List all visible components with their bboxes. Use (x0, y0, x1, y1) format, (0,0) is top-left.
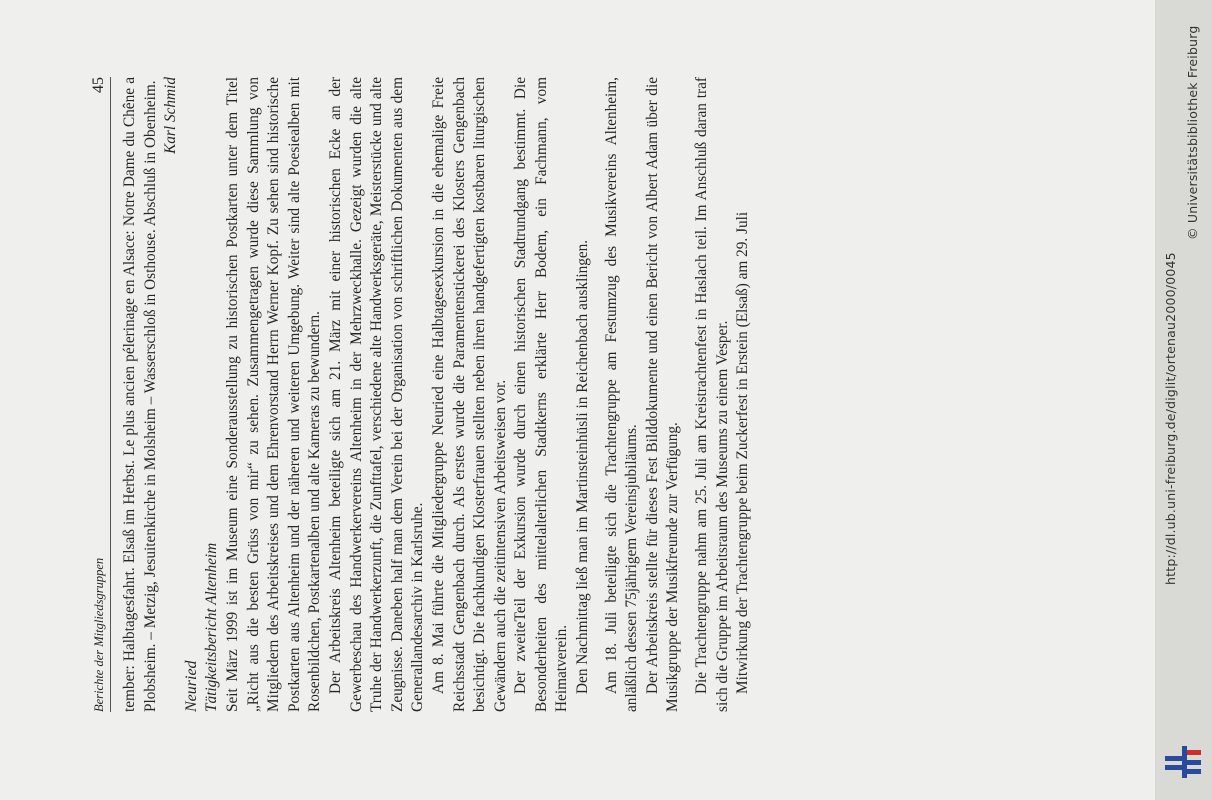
paragraph: Seit März 1999 ist im Museum eine Sonderausstellung zu historischen Postkarten unter dem Titel „Richt aus die besten Grüss von mir“ zu sehen. Zusammengetragen wurde diese Sammlung von Mitgliedern des Arbeitskreises und dem Ehrenvorstand Herrn Werner Kopf. Zu sehen sind historische Postkarten aus Altenheim und der näheren und weiteren Umgebung. Weiter sind alte Poesiealben mit Rosenbildchen, Postkartenalben und alte Kameras zu bewundern. (223, 77, 324, 712)
paragraph: Am 18. Juli beteiligte sich die Trachtengruppe am Festumzug des Musikvereins Altenheim, anläßlich dessen 75jährigem Vereinsjubiläums. (602, 77, 641, 712)
intro-paragraph: tember: Halbtagesfahrt. Elsaß im Herbst. Le plus ancien pélerinage en Alsace: Notre Dame du Chêne a Plobsheim. – Metzig, Jesuitenkirche in Molsheim – Wasserschloß in Osthouse. Abschluß in Obenheim. (121, 77, 159, 712)
source-url-link[interactable]: http://dl.ub.uni-freiburg.de/diglit/ortenau2000/0045 (1163, 252, 1178, 585)
copyright-notice: © Universitätsbibliothek Freiburg (1185, 25, 1200, 240)
section-heading-neuried: Neuried (182, 660, 200, 712)
paragraph: Der zweiteTeil der Exkursion wurde durch einen historischen Stadtrundgang bestimmt. Die Besonderheiten des mittelalterlichen Stadtkerns erklärte Herr Bodem, ein Fachmann, vom Heimatverein. (512, 77, 571, 712)
paragraph: Der Arbeitskreis Altenheim beteiligte sich am 21. März mit einer historischen Ecke an der Gewerbeschau des Handwerkervereins Altenheim in der Mehrzweckhalle. Gezeigt wurden die alte Truhe der Handwerkerzunft, die Zunfttafel, verschiedene alte Handwerksgeräte, Meisterstücke und alte Zeugnisse. Daneben half man dem Verein bei der Organisation von schriftlichen Dokumenten aus dem Generallandesarchiv in Karlsruhe. (326, 77, 427, 712)
paragraph: Am 8. Mai führte die Mitgliedergruppe Neuried eine Halbtagesexkursion in die ehemalige Freie Reichsstadt Gengenbach durch. Als erstes wurde die Paramentenstickerei des Klosters Gengenbach besichtigt. Die fachkundigen Klosterfrauen stellten neben ihren handgefertigten kostbaren liturgischen Gewändern auch die zeitintensiven Arbeitsweisen vor. (429, 77, 509, 712)
running-head-title: Berichte der Mitgliedsgruppen (92, 557, 106, 712)
library-sidebar (1155, 0, 1212, 800)
paragraph: Die Trachtengruppe nahm am 25. Juli am Kreistrachtenfest in Haslach teil. Im Anschluß daran traf sich die Gruppe im Arbeitsraum des Museums zu einem Vesper. (693, 77, 731, 712)
paragraph: Der Arbeitskreis stellte für dieses Fest Bilddokumente und einen Bericht von Albert Adam über die Musikgruppe der Musikfreunde zur Verfügung. (643, 77, 682, 712)
paragraph: Den Nachmittag ließ man im Martinsteinhüsli in Reichenbach ausklingen. (574, 239, 592, 694)
sidebar-text (1155, 0, 1212, 800)
running-head (88, 77, 111, 712)
page-body (120, 77, 754, 712)
page-number: 45 (90, 77, 107, 93)
ub-freiburg-logo-icon (1165, 746, 1205, 778)
signature: Karl Schmid (162, 77, 180, 154)
paragraph: Mitwirkung der Trachtengruppe beim Zuckerfest in Erstein (Elsaß) am 29. Juli (734, 211, 752, 694)
subheading-report: Tätigkeitsbericht Altenheim (203, 542, 221, 712)
